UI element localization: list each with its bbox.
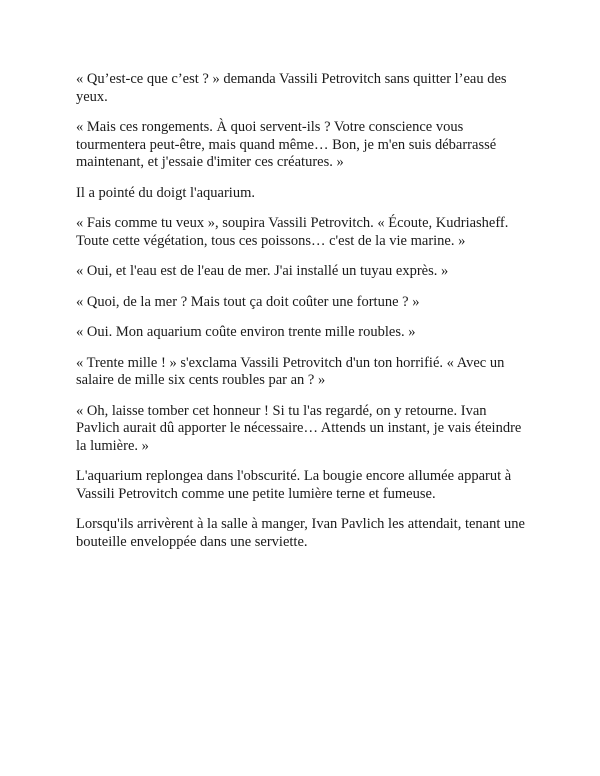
body-text (76, 71, 528, 564)
paragraph: « Quoi, de la mer ? Mais tout ça doit coûter une fortune ? » (76, 293, 420, 310)
paragraph: « Qu’est-ce que c’est ? » demanda Vassili Petrovitch sans quitter l’eau des yeux. (76, 71, 507, 105)
paragraph: « Oh, laisse tomber cet honneur ! Si tu l'as regardé, on y retourne. Ivan Pavlich aurait dû apporter le nécessaire… Attends un instant, je vais éteindre la lumière. » (76, 402, 522, 454)
paragraph: L'aquarium replongea dans l'obscurité. La bougie encore allumée apparut à Vassili Petrovitch comme une petite lumière terne et fumeuse. (76, 468, 512, 502)
paragraph: Il a pointé du doigt l'aquarium. (76, 184, 255, 201)
paragraph: « Fais comme tu veux », soupira Vassili Petrovitch. « Écoute, Kudriasheff. Toute cette végétation, tous ces poissons… c'est de la vie marine. » (76, 215, 509, 249)
paragraph: « Oui. Mon aquarium coûte environ trente mille roubles. » (76, 324, 416, 340)
paragraph: Lorsqu'ils arrivèrent à la salle à manger, Ivan Pavlich les attendait, tenant une bouteille enveloppée dans une serviette. (76, 516, 525, 550)
paragraph: « Mais ces rongements. À quoi servent-ils ? Votre conscience vous tourmentera peut-être, mais quand même… Bon, je m'en suis débarrassé maintenant, et j'essaie d'imiter ces créatures. » (76, 119, 497, 170)
paragraph: « Oui, et l'eau est de l'eau de mer. J'ai installé un tuyau exprès. » (76, 263, 449, 279)
paragraph: « Trente mille ! » s'exclama Vassili Petrovitch d'un ton horrifié. « Avec un salaire de mille six cents roubles par an ? » (76, 354, 505, 388)
